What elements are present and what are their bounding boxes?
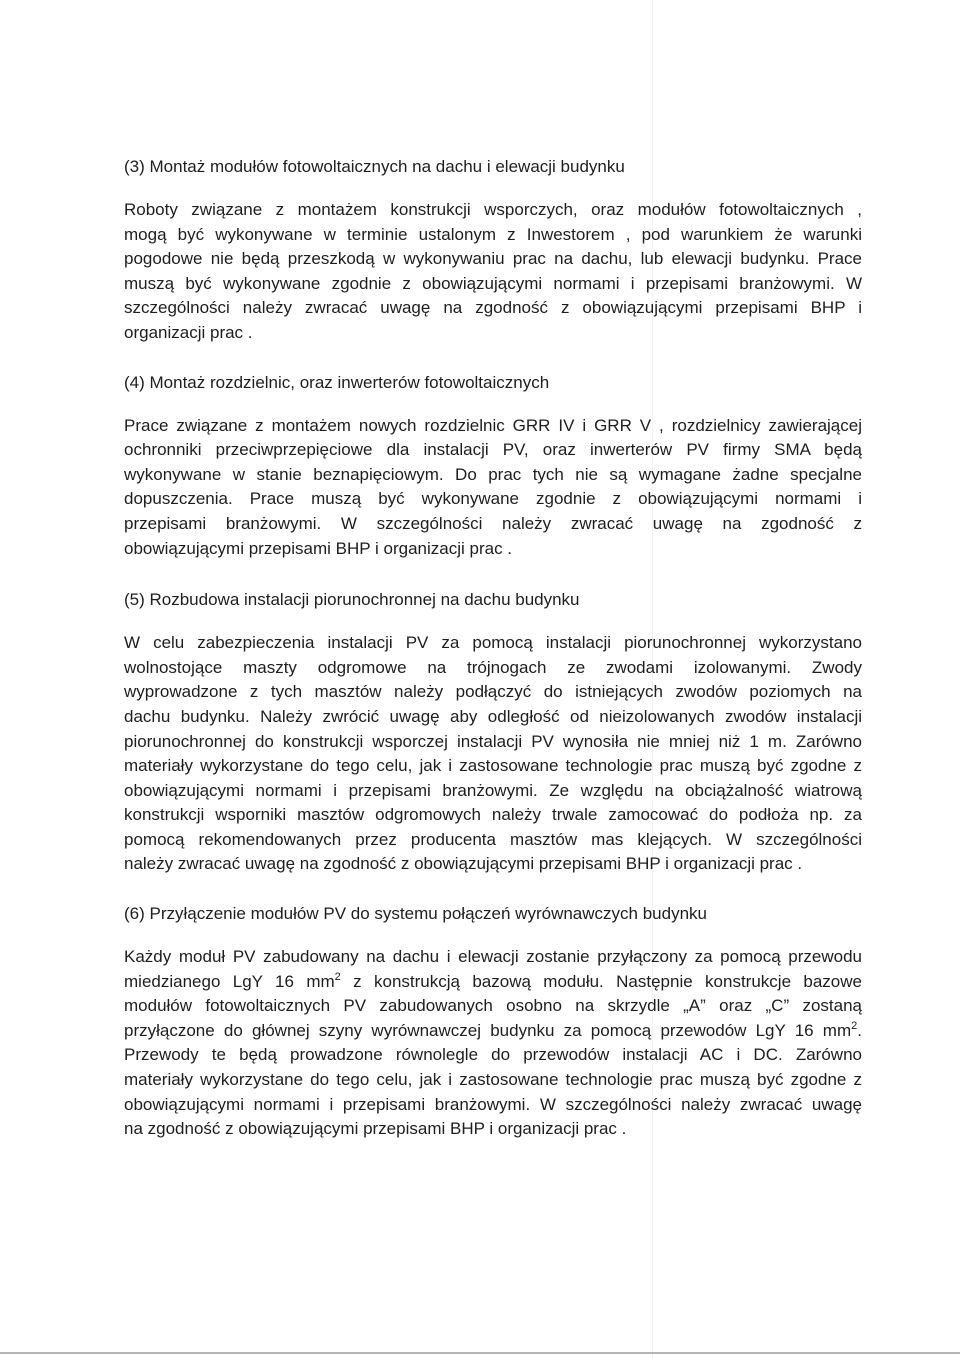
paragraph-line: muszą być wykonywane zgodnie z obowiązującymi normami i przepisami branżowymi. W bbox=[124, 273, 862, 293]
section-heading: (5) Rozbudowa instalacji piorunochronnej na dachu budynku bbox=[124, 590, 580, 610]
paragraph-line: pomocą rekomendowanych przez producenta masztów mas klejących. W szczególności bbox=[124, 829, 862, 849]
text-run: przyłączone do głównej szyny wyrównawczej budynku za pomocą przewodów LgY 16 mm bbox=[124, 1020, 852, 1040]
text-run: miedzianego LgY 16 mm bbox=[124, 971, 335, 991]
section-heading: (4) Montaż rozdzielnic, oraz inwerterów fotowoltaicznych bbox=[124, 372, 550, 392]
paragraph-line: konstrukcji wsporniki masztów odgromowych należy trwale zamocować do podłoża np. za bbox=[124, 805, 862, 825]
paragraph-line: wykonywane w stanie beznapięciowym. Do prac tych nie są wymagane żadne specjalne bbox=[124, 464, 862, 484]
paragraph-line: materiały wykorzystane do tego celu, jak i zastosowane technologie prac muszą być zgodne z bbox=[124, 756, 862, 776]
paragraph-line: organizacji prac . bbox=[124, 322, 253, 342]
paragraph-line: Roboty związane z montażem konstrukcji wsporczych, oraz modułów fotowoltaicznych , bbox=[124, 200, 862, 219]
paragraph-line: Przewody te będą prowadzone równolegle do przewodów instalacji AC i DC. Zarówno bbox=[124, 1045, 862, 1065]
paragraph-line: pogodowe nie będą przeszkodą w wykonywaniu prac na dachu, lub elewacji budynku. Prace bbox=[124, 249, 862, 269]
paragraph-line: piorunochronnej do konstrukcji wsporczej instalacji PV wynosiła nie mniej niż 1 m. Zarówno bbox=[124, 731, 862, 751]
section-4 bbox=[124, 372, 862, 562]
document-body bbox=[124, 146, 862, 1142]
section-paragraph bbox=[124, 198, 862, 346]
paragraph-line: obowiązującymi normami i przepisami branżowymi. Ze względu na obciążalność wiatrową bbox=[124, 780, 862, 800]
section-5 bbox=[124, 589, 862, 877]
paragraph-line: Każdy moduł PV zabudowany na dachu i elewacji zostanie przyłączony za pomocą przewodu bbox=[124, 947, 862, 967]
section-paragraph bbox=[124, 945, 862, 1142]
paragraph-line: należy zwracać uwagę na zgodność z obowiązującymi przepisami BHP i organizacji prac . bbox=[124, 854, 803, 874]
paragraph-line: obowiązującymi przepisami BHP i organizacji prac . bbox=[124, 538, 513, 558]
paragraph-line: wyprowadzone z tych masztów należy podłączyć do istniejących zwodów poziomych na bbox=[124, 682, 862, 702]
paragraph-line: materiały wykorzystane do tego celu, jak i zastosowane technologie prac muszą być zgodne z bbox=[124, 1070, 862, 1090]
paragraph-line: dopuszczenia. Prace muszą być wykonywane zgodnie z obowiązującymi normami i bbox=[124, 489, 862, 509]
scan-bottom-edge bbox=[0, 1352, 960, 1354]
section-paragraph bbox=[124, 414, 862, 562]
paragraph-line: dachu budynku. Należy zwrócić uwagę aby odległość od nieizolowanych zwodów instalacji bbox=[124, 706, 862, 726]
paragraph-line bbox=[124, 1019, 862, 1044]
paragraph-line: przepisami branżowymi. W szczególności należy zwracać uwagę na zgodność z bbox=[124, 513, 862, 533]
text-run: . bbox=[857, 1020, 862, 1040]
paragraph-line: szczególności należy zwracać uwagę na zgodność z obowiązującymi przepisami BHP i bbox=[124, 298, 862, 318]
superscript: 2 bbox=[851, 1019, 858, 1032]
paragraph-line: Prace związane z montażem nowych rozdzielnic GRR IV i GRR V , rozdzielnicy zawierającej bbox=[124, 415, 862, 435]
paragraph-line: wolnostojące maszty odgromowe na trójnogach ze zwodami izolowanymi. Zwody bbox=[124, 657, 862, 677]
superscript: 2 bbox=[334, 970, 341, 983]
paragraph-line: modułów fotowoltaicznych PV zabudowanych osobno na skrzydle „A” oraz „C” zostaną bbox=[124, 996, 862, 1016]
text-run: z konstrukcją bazową modułu. Następnie konstrukcje bazowe bbox=[340, 971, 862, 991]
section-paragraph bbox=[124, 631, 862, 877]
section-heading: (3) Montaż modułów fotowoltaicznych na dachu i elewacji budynku bbox=[124, 157, 625, 176]
paragraph-line: obowiązującymi normami i przepisami branżowymi. W szczególności należy zwracać uwagę bbox=[124, 1094, 862, 1114]
paragraph-line bbox=[124, 970, 862, 995]
section-6 bbox=[124, 903, 862, 1142]
paragraph-line: na zgodność z obowiązującymi przepisami BHP i organizacji prac . bbox=[124, 1119, 627, 1139]
section-heading: (6) Przyłączenie modułów PV do systemu połączeń wyrównawczych budynku bbox=[124, 904, 707, 924]
section-3 bbox=[124, 156, 862, 346]
paragraph-line: mogą być wykonywane w terminie ustalonym z Inwestorem , pod warunkiem że warunki bbox=[124, 224, 862, 244]
paragraph-line: W celu zabezpieczenia instalacji PV za pomocą instalacji piorunochronnej wykorzystano bbox=[124, 633, 862, 653]
paragraph-line: ochronniki przeciwprzepięciowe dla instalacji PV, oraz inwerterów PV firmy SMA będą bbox=[124, 440, 862, 460]
